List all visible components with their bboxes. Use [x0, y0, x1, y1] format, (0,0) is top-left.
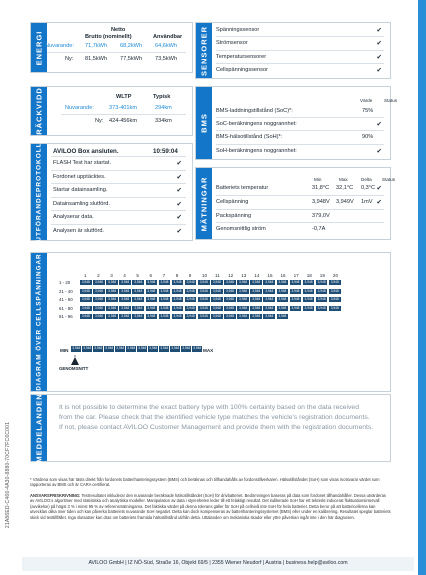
notice-section-label: MEDDELANDEN	[31, 395, 47, 461]
cell-column-label: 18	[306, 273, 312, 278]
cell-column-label: 11	[215, 273, 220, 278]
gradient-cell: 3,948	[127, 346, 136, 350]
gradient-avg-label: GENOMSNITT	[59, 366, 89, 371]
energy-header-usable: Användbar	[153, 34, 183, 40]
cell-column-label: 6	[149, 273, 153, 278]
cell-voltage: 3,948	[121, 314, 130, 319]
meas-temp-delta: 0,3°C	[361, 185, 376, 191]
sensors-section-label: SENSORER	[196, 23, 212, 78]
meas-header-min: Min	[314, 177, 322, 182]
cell-voltage: 3,948	[291, 288, 300, 293]
meas-row-label: Genomsnittlig ström	[216, 226, 266, 232]
page-footer	[22, 557, 414, 571]
protocol-item-label: Analyserar data.	[53, 214, 94, 220]
cell-voltage: 3,948	[199, 280, 208, 284]
meas-cell-min: 3,948V	[312, 199, 330, 205]
check-icon: ✔	[176, 200, 182, 208]
cell-voltage: 3,948	[265, 297, 274, 302]
sensor-item-label: Strömsensor	[216, 40, 248, 46]
gradient-cell: 3,948	[182, 346, 191, 350]
gradient-cell: 3,948	[171, 346, 180, 350]
sensor-item-label: Cellspänningssensor	[216, 67, 268, 73]
bms-section	[195, 86, 398, 160]
cell-column-label: 12	[228, 273, 234, 278]
cell-voltage: 3,948	[225, 297, 234, 302]
cell-voltage: 3,948	[265, 305, 274, 310]
divider	[216, 144, 384, 145]
range-header-typical: Typisk	[153, 94, 171, 100]
check-icon: ✔	[376, 40, 382, 47]
cell-voltage: 3,948	[147, 305, 156, 310]
cell-voltage: 3,948	[121, 280, 130, 284]
meas-avg-current: -0,7A	[312, 226, 326, 232]
cell-voltage: 3,948	[134, 288, 143, 293]
divider	[216, 36, 384, 37]
energy-new-label: Ny:	[65, 56, 74, 62]
divider	[51, 156, 186, 157]
check-icon: ✔	[376, 121, 382, 128]
cell-voltage: 3,948	[134, 280, 143, 284]
range-new-typical: 334km	[155, 118, 172, 124]
meas-header-delta: Delta	[361, 177, 372, 182]
energy-current-brutto: 71,7kWh	[85, 43, 108, 49]
protocol-item-label: Startar datainsamling.	[53, 187, 108, 193]
cell-voltage: 3,948	[147, 288, 156, 293]
check-icon: ✔	[376, 185, 382, 192]
cell-voltage: 3,948	[147, 280, 156, 284]
cell-voltage: 3,948	[291, 280, 300, 284]
cell-voltage: 3,948	[173, 314, 182, 319]
gradient-cell: 3,948	[149, 346, 158, 350]
measurements-section	[195, 167, 396, 240]
range-new-label: Ny:	[95, 118, 104, 124]
meas-temp-max: 32,1°C	[336, 185, 354, 191]
cell-voltage: 3,948	[225, 314, 234, 319]
gradient-cell: 3,948	[94, 346, 103, 350]
cell-voltage: 3,948	[304, 288, 313, 293]
gradient-cell: 3,948	[105, 346, 114, 350]
bms-footnote: * Värdena som visas här tästs direkt från fordonets batterihanteringssystem (BMS) och beräknas och tillhandahålls av fordonstillverkaren. Hälsotillståndet (SoH) som visas motsvarar värdet som rapporteras av BMS och är CARA certifierat.	[30, 477, 380, 488]
cell-voltage: 3,948	[81, 297, 90, 302]
cell-voltage: 3,948	[212, 288, 221, 293]
cell-voltage: 3,948	[173, 280, 182, 284]
check-icon: ✔	[376, 148, 382, 155]
disclaimer-text: Testresultatet inkluderar den nuvarande beräknade hälsotillståndet (SoH) för drivbatteriet. Bedömningen baseras på data som fordonet tillhandahåller. Dessa utvärderas av AVILOO:s algoritmer med statistiska och analytiska modeller. Manipulation av data i styrenheten leder till ett felaktigt resultat. Det indikerade SoH har ett tekniskt inducerat fluktuationsintervall (avvikelse) på högst 3 % i minst 95 % av referensmätningarna. Det faktiska värdet på denna tolerans gäller för SoH på cellnivå inte SoH för hela batteriet. Detta beror på att battericellerna kan utvecklas olika över tiden och kan påverka batteriets nuvarande SoH negativt. Delta kan dock kompenseras av batterihanteringssystemet (BMS) eller under en kalibrering. Resultatet speglar batteriets skick vid testtillfället. Inga slutsatser kan dras om batteriets framtida hälsotillstånd utifrån detta. Uttalanden om mekaniska skador eller yttre påverkan ingår inte i den här diagnosen.	[30, 493, 391, 520]
meas-row-label: Cellspänning	[216, 199, 249, 205]
cell-voltage: 3,948	[225, 280, 234, 284]
cell-voltage: 3,948	[147, 297, 156, 302]
cell-voltage: 3,948	[265, 314, 274, 319]
range-section	[30, 86, 193, 136]
cell-voltage-section	[30, 252, 391, 392]
cell-voltage: 3,948	[199, 297, 208, 302]
cell-row-label: 21 - 40	[59, 288, 73, 294]
meas-cell-max: 3,949V	[336, 199, 354, 205]
meas-header-max: Max	[339, 177, 348, 182]
cell-voltage: 3,948	[278, 297, 287, 302]
divider	[216, 209, 384, 210]
energy-current-netto: 68,2kWh	[120, 43, 143, 49]
check-icon: ✔	[376, 67, 382, 74]
divider	[216, 130, 384, 131]
cell-column-label: 19	[319, 273, 325, 278]
cell-voltage: 3,948	[108, 288, 117, 293]
cell-voltage: 3,948	[317, 280, 326, 284]
check-icon: ✔	[376, 27, 382, 34]
divider	[216, 117, 384, 118]
disclaimer-label: ANSVARSFRISKRIVNING:	[30, 493, 81, 498]
cell-voltage: 3,948	[252, 305, 261, 310]
meas-pack-voltage: 379,0V	[312, 213, 330, 219]
cell-voltage: 3,948	[81, 314, 90, 319]
energy-section-label: ENERGI	[31, 23, 47, 72]
cell-row-label: 41 - 60	[59, 297, 73, 303]
cell-voltage: 3,948	[186, 280, 195, 284]
cell-voltage: 3,948	[94, 305, 103, 310]
divider	[61, 114, 186, 115]
cell-voltage: 3,948	[291, 305, 300, 310]
divider	[51, 183, 186, 184]
protocol-section-label: UTFÖRANDEPROTOKOLL	[31, 144, 47, 240]
cell-voltage: 3,948	[121, 297, 130, 302]
cell-voltage: 3,948	[81, 288, 90, 293]
bms-section-label: BMS	[196, 87, 212, 159]
sensors-section	[195, 22, 391, 79]
protocol-item-label: Analysen är slutförd.	[53, 227, 104, 234]
gradient-cell: 3,948	[116, 346, 125, 350]
cell-voltage: 3,948	[186, 305, 195, 310]
cell-column-label: 2	[97, 273, 100, 278]
protocol-section	[30, 143, 193, 241]
cell-voltage: 3,948	[330, 305, 339, 310]
check-icon: ✔	[176, 227, 182, 235]
gradient-cell: 3,948	[193, 346, 202, 350]
cell-voltage: 3,948	[160, 305, 169, 310]
cell-voltage: 3,948	[108, 297, 117, 302]
range-current-wltp: 373-401km	[109, 105, 137, 111]
cell-voltage-section-label: DIAGRAM ÖVER CELLSPÄNNINGAR	[31, 253, 47, 391]
cell-voltage: 3,948	[304, 305, 313, 310]
disclaimer	[30, 493, 391, 520]
energy-new-usable: 73,5kWh	[155, 56, 178, 62]
divider	[51, 197, 186, 198]
cell-voltage: 3,948	[252, 314, 261, 319]
meas-row-label: Packspänning	[216, 213, 252, 219]
check-icon: ✔	[176, 160, 182, 167]
gradient-max-label: MAX	[203, 348, 214, 353]
cell-voltage: 3,948	[94, 297, 103, 302]
protocol-item-label: Fordonet upptäcktes.	[53, 173, 106, 180]
cell-voltage: 3,948	[199, 314, 208, 319]
cell-column-label: 15	[267, 273, 273, 278]
protocol-title: AVILOO Box ansluten.	[53, 148, 119, 155]
cell-voltage: 3,948	[199, 305, 208, 310]
cell-voltage: 3,948	[173, 288, 182, 293]
range-new-wltp: 424-456km	[109, 118, 137, 124]
cell-column-label: 17	[293, 273, 299, 278]
cell-voltage: 3,948	[94, 280, 103, 284]
cell-column-label: 9	[188, 273, 192, 278]
cell-voltage: 3,948	[134, 305, 143, 310]
range-current-label: Nuvarande:	[65, 105, 94, 111]
notice-text: It is not possible to determine the exact battery type with 100% certainty based on the data received from the car. Please check that the identified vehicle type matches the vehicle's registration documents. If not, please contact AVILOO Customer Management and provide them with the registration documents.	[59, 404, 374, 431]
gradient-cell: 3,948	[83, 346, 92, 350]
divider	[216, 195, 384, 196]
gradient-min-label: MIN	[60, 348, 69, 353]
check-icon: ✔	[176, 214, 182, 221]
cell-voltage: 3,948	[173, 305, 182, 310]
divider	[216, 50, 384, 51]
energy-header-netto-sub: (nominellt)	[103, 34, 132, 40]
energy-current-label: Nuvarande:	[45, 43, 74, 49]
cell-voltage: 3,948	[252, 288, 261, 293]
meas-header-status: Status	[382, 177, 396, 182]
average-marker-icon	[69, 355, 197, 365]
cell-voltage: 3,948	[173, 297, 182, 302]
cell-voltage: 3,948	[330, 288, 339, 293]
check-icon: ✔	[176, 187, 182, 194]
cell-voltage: 3,948	[160, 297, 169, 302]
bms-row-label: BMS-laddningstillstånd (SoC)*:	[216, 108, 293, 114]
cell-voltage: 3,948	[212, 314, 221, 319]
gradient-cell: 3,948	[72, 346, 81, 350]
cell-voltage: 3,948	[212, 305, 221, 310]
protocol-item-label: Datainsamling slutförd.	[53, 200, 110, 207]
divider	[51, 170, 186, 171]
cell-column-label: 8	[175, 273, 179, 278]
cell-voltage: 3,948	[317, 297, 326, 302]
meas-temp-min: 31,8°C	[312, 185, 330, 191]
cell-voltage: 3,948	[147, 314, 156, 319]
cell-voltage: 3,948	[186, 314, 195, 319]
cell-voltage: 3,948	[134, 314, 143, 319]
cell-voltage: 3,948	[239, 305, 248, 310]
cell-voltage: 3,948	[330, 297, 339, 302]
range-header-wltp: WLTP	[116, 94, 132, 100]
cell-column-label: 7	[162, 273, 166, 278]
cell-voltage: 3,948	[212, 280, 221, 284]
cell-voltage: 3,948	[291, 297, 300, 302]
cell-voltage: 3,948	[239, 314, 248, 319]
measurements-section-label: MÄTNINGAR	[196, 168, 212, 239]
page-edge-tab	[418, 0, 426, 575]
sensor-item-label: Spänningssensor	[216, 27, 260, 33]
cell-voltage: 3,948	[278, 280, 287, 284]
energy-new-netto: 77,5kWh	[120, 56, 143, 62]
bms-soh-value: 90%	[362, 134, 374, 140]
cell-voltage: 3,948	[108, 280, 117, 284]
gradient-cell: 3,948	[138, 346, 147, 350]
bms-header-value: Värde	[360, 98, 373, 103]
cell-voltage: 3,948	[160, 314, 169, 319]
cell-row-label: 1 - 20	[59, 280, 71, 285]
cell-voltage: 3,948	[317, 288, 326, 293]
divider	[51, 224, 186, 225]
cell-voltage: 3,948	[81, 280, 90, 284]
cell-voltage: 3,948	[304, 297, 313, 302]
bms-header-status: Status	[384, 98, 398, 103]
check-icon: ✔	[376, 54, 382, 61]
cell-voltage: 3,948	[134, 297, 143, 302]
cell-voltage: 3,948	[278, 305, 287, 310]
bms-row-label: SoC-beräkningens noggrannhet:	[216, 121, 297, 127]
divider	[47, 52, 186, 53]
cell-voltage: 3,948	[252, 297, 261, 302]
cell-voltage: 3,948	[94, 314, 103, 319]
cell-voltage: 3,948	[108, 314, 117, 319]
meas-cell-delta: 1mV	[361, 199, 373, 205]
bms-soc-value: 75%	[362, 108, 374, 114]
cell-voltage: 3,948	[121, 288, 130, 293]
cell-voltage: 3,948	[108, 305, 117, 310]
gradient-cell: 3,948	[160, 346, 169, 350]
cell-voltage: 3,948	[121, 305, 130, 310]
range-section-label: RÄCKVIDD	[31, 87, 47, 135]
cell-column-label: 1	[84, 273, 87, 278]
cell-voltage: 3,948	[239, 280, 248, 284]
cell-voltage: 3,948	[225, 305, 234, 310]
cell-voltage: 3,948	[252, 280, 261, 284]
cell-voltage: 3,948	[94, 288, 103, 293]
protocol-time: 10:59:04	[153, 148, 178, 155]
bms-row-label: BMS-hälsotillstånd (SoH)*:	[216, 134, 283, 140]
cell-voltage: 3,948	[160, 288, 169, 293]
bms-row-label: SoH-beräkningens noggrannhet:	[216, 148, 297, 154]
cell-voltage: 3,948	[239, 288, 248, 293]
cell-voltage: 3,948	[186, 297, 195, 302]
divider	[51, 210, 186, 211]
range-current-typical: 294km	[155, 105, 172, 111]
energy-new-brutto: 81,5kWh	[85, 56, 108, 62]
cell-voltage: 3,948	[81, 305, 90, 310]
divider	[216, 222, 384, 223]
divider	[216, 63, 384, 64]
cell-column-label: 13	[241, 273, 247, 278]
cell-column-label: 20	[332, 273, 339, 278]
cell-column-label: 14	[254, 273, 260, 278]
cell-voltage: 3,948	[186, 288, 195, 293]
cell-voltage: 3,948	[278, 288, 287, 293]
check-icon: ✔	[376, 199, 382, 206]
sensor-item-label: Temperatursensorer	[216, 54, 267, 60]
cell-column-label: 16	[280, 273, 286, 278]
cell-column-label: 10	[201, 273, 208, 278]
cell-voltage: 3,948	[317, 305, 326, 310]
meas-row-label: Batteriets temperatur	[216, 185, 269, 191]
cell-voltage: 3,948	[304, 280, 313, 284]
energy-header-brutto: Brutto	[85, 34, 102, 40]
document-id: 21A86ED-C466-4A30-8880-70CF7FC6C001	[5, 421, 11, 529]
cell-column-label: 3	[110, 273, 113, 278]
cell-voltage: 3,948	[265, 280, 274, 284]
cell-row-label: 81 - 96	[59, 314, 73, 320]
cell-voltage: 3,948	[265, 288, 274, 293]
cell-voltage: 3,948	[199, 288, 208, 293]
energy-header-netto: Netto	[111, 27, 126, 33]
cell-column-label: 5	[136, 273, 139, 278]
cell-row-label: 61 - 80	[59, 305, 73, 311]
cell-voltage: 3,948	[160, 280, 169, 284]
cell-voltage: 3,948	[330, 280, 339, 284]
cell-column-label: 4	[123, 273, 126, 278]
cell-voltage: 3,948	[212, 297, 221, 302]
check-icon: ✔	[176, 173, 182, 181]
energy-current-usable: 64,6kWh	[155, 43, 178, 49]
footer-text: AVILOO GmbH | IZ NÖ-Süd, Straße 16, Objekt 69/5 | 2355 Wiener Neudorf | Austria | business.help@aviloo.com	[88, 560, 348, 566]
cell-voltage: 3,948	[278, 314, 287, 319]
cell-voltage: 3,948	[239, 297, 248, 302]
energy-section	[30, 22, 193, 73]
cell-voltage: 3,948	[225, 288, 234, 293]
protocol-item-label: FLASH Test har startat.	[53, 160, 112, 166]
notice-section	[30, 394, 391, 462]
